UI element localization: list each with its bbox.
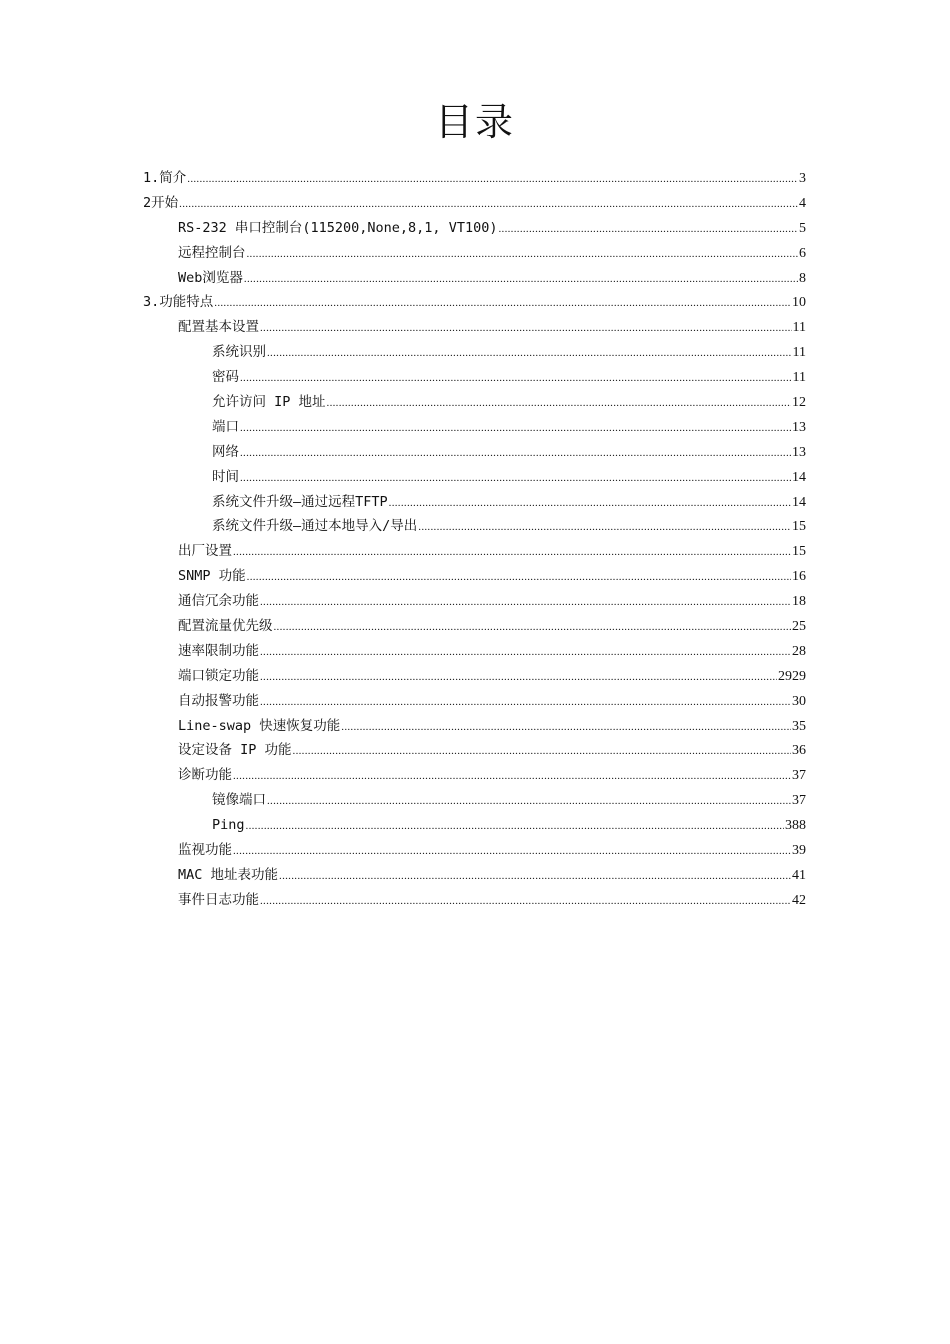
toc-dot-leader	[279, 866, 791, 886]
toc-entry[interactable]	[143, 840, 806, 865]
toc-entry-label: 允许访问 IP 地址	[212, 394, 326, 411]
toc-entry[interactable]	[143, 168, 806, 193]
toc-entry-label: 时间	[212, 468, 239, 485]
toc-dot-leader	[260, 592, 791, 612]
toc-dot-leader	[341, 717, 791, 737]
toc-entry-label: 密码	[212, 369, 239, 386]
toc-entry[interactable]	[143, 392, 806, 417]
toc-entry-page-number: 30	[792, 693, 806, 709]
toc-dot-leader	[244, 269, 798, 289]
toc-entry[interactable]	[143, 616, 806, 641]
toc-entry-page-number: 12	[792, 395, 806, 411]
toc-entry-page-number: 41	[792, 867, 806, 883]
toc-dot-leader	[267, 343, 792, 363]
toc-entry[interactable]	[143, 566, 806, 591]
toc-entry-label: 远程控制台	[178, 244, 246, 261]
toc-entry-label: 通信冗余功能	[178, 593, 259, 610]
toc-entry[interactable]	[143, 666, 806, 691]
toc-entry-page-number: 11	[792, 345, 806, 361]
toc-entry[interactable]	[143, 417, 806, 442]
toc-entry-label: 诊断功能	[178, 767, 232, 784]
toc-dot-leader	[240, 368, 792, 388]
toc-entry-page-number: 11	[792, 370, 806, 386]
toc-entry[interactable]	[143, 268, 806, 293]
toc-entry-page-number: 6	[799, 245, 806, 261]
toc-entry-page-number: 37	[792, 768, 806, 784]
toc-entry[interactable]	[143, 342, 806, 367]
toc-dot-leader	[389, 493, 791, 513]
toc-entry-page-number: 37	[792, 793, 806, 809]
toc-dot-leader	[233, 542, 791, 562]
toc-entry-page-number: 42	[792, 892, 806, 908]
toc-entry-page-number: 18	[792, 594, 806, 610]
toc-dot-leader	[240, 468, 791, 488]
toc-entry[interactable]	[143, 467, 806, 492]
toc-dot-leader	[247, 567, 791, 587]
toc-entry-label: 速率限制功能	[178, 642, 259, 659]
toc-entry-label: SNMP 功能	[178, 568, 246, 585]
toc-entry-label: 设定设备 IP 功能	[178, 742, 292, 759]
toc-entry-page-number: 35	[792, 718, 806, 734]
toc-entry[interactable]	[143, 541, 806, 566]
toc-entry-page-number: 15	[792, 519, 806, 535]
toc-entry[interactable]	[143, 641, 806, 666]
toc-dot-leader	[233, 841, 791, 861]
toc-entry[interactable]	[143, 218, 806, 243]
toc-entry-page-number: 11	[792, 320, 806, 336]
toc-entry[interactable]	[143, 516, 806, 541]
toc-entry-page-number: 8	[799, 270, 806, 286]
toc-entry[interactable]	[143, 865, 806, 890]
toc-entry[interactable]	[143, 790, 806, 815]
toc-dot-leader	[274, 617, 792, 637]
toc-entry-page-number: 4	[799, 195, 806, 211]
toc-dot-leader	[260, 318, 792, 338]
toc-entry[interactable]	[143, 815, 806, 840]
toc-dot-leader	[179, 194, 798, 214]
toc-dot-leader	[247, 244, 799, 264]
toc-entry[interactable]	[143, 292, 806, 317]
toc-entry-page-number: 2929	[778, 668, 806, 684]
toc-entry[interactable]	[143, 243, 806, 268]
toc-entry-page-number: 13	[792, 444, 806, 460]
toc-entry-label: 事件日志功能	[178, 891, 259, 908]
toc-dot-leader	[327, 393, 791, 413]
toc-dot-leader	[214, 293, 791, 313]
toc-entry[interactable]	[143, 591, 806, 616]
toc-entry-label: MAC 地址表功能	[178, 866, 279, 883]
toc-entry-label: 2开始	[143, 194, 179, 211]
toc-entry[interactable]	[143, 765, 806, 790]
toc-dot-leader	[240, 443, 791, 463]
toc-entry-page-number: 39	[792, 843, 806, 859]
toc-dot-leader	[418, 517, 791, 537]
toc-dot-leader	[267, 791, 791, 811]
page-title: 目录	[434, 100, 515, 144]
toc-entry-label: 自动报警功能	[178, 692, 259, 709]
toc-entry-page-number: 25	[792, 619, 806, 635]
toc-dot-leader	[293, 741, 791, 761]
toc-dot-leader	[246, 816, 784, 836]
toc-entry-page-number: 16	[792, 569, 806, 585]
toc-entry-label: 端口锁定功能	[178, 667, 259, 684]
toc-entry[interactable]	[143, 367, 806, 392]
toc-entry-label: Web浏览器	[178, 269, 243, 286]
toc-dot-leader	[187, 169, 798, 189]
toc-entry-label: RS-232 串口控制台(115200,None,8,1, VT100)	[178, 219, 498, 236]
toc-entry-page-number: 10	[792, 295, 806, 311]
toc-dot-leader	[260, 891, 791, 911]
toc-entry-page-number: 15	[792, 544, 806, 560]
toc-entry-page-number: 14	[792, 494, 806, 510]
toc-entry-label: 监视功能	[178, 842, 232, 859]
toc-entry-label: Ping	[212, 817, 245, 834]
toc-dot-leader	[240, 418, 791, 438]
toc-entry-label: 系统识别	[212, 344, 266, 361]
toc-entry-page-number: 5	[799, 220, 806, 236]
toc-entry[interactable]	[143, 317, 806, 342]
toc-entry-label: 端口	[212, 418, 239, 435]
toc-entry-page-number: 388	[785, 818, 806, 834]
toc-entry[interactable]	[143, 740, 806, 765]
toc-dot-leader	[260, 642, 791, 662]
toc-dot-leader	[498, 219, 798, 239]
toc-entry-page-number: 28	[792, 643, 806, 659]
toc-entry-page-number: 3	[799, 171, 806, 186]
toc-entry-label: 网络	[212, 443, 239, 460]
toc-dot-leader	[260, 667, 777, 687]
table-of-contents	[143, 168, 806, 915]
toc-entry-page-number: 14	[792, 469, 806, 485]
toc-entry-label: 系统文件升级—通过本地导入/导出	[212, 518, 418, 535]
toc-entry-page-number: 13	[792, 419, 806, 435]
toc-entry-label: 系统文件升级—通过远程TFTP	[212, 493, 388, 510]
toc-entry-label: 配置流量优先级	[178, 618, 273, 635]
toc-entry[interactable]	[143, 193, 806, 218]
toc-entry[interactable]	[143, 691, 806, 716]
toc-entry[interactable]	[143, 716, 806, 741]
toc-entry-label: 出厂设置	[178, 543, 232, 560]
toc-dot-leader	[233, 766, 791, 786]
toc-entry-label: 配置基本设置	[178, 319, 259, 336]
toc-entry[interactable]	[143, 442, 806, 467]
toc-entry-label: Line-swap 快速恢复功能	[178, 717, 341, 734]
toc-entry-page-number: 36	[792, 743, 806, 759]
toc-entry[interactable]	[143, 492, 806, 517]
toc-entry-label: 镜像端口	[212, 792, 266, 809]
toc-entry[interactable]	[143, 890, 806, 915]
toc-dot-leader	[260, 692, 791, 712]
toc-entry-label: 3.功能特点	[143, 294, 214, 311]
toc-entry-label: 1.简介	[143, 170, 187, 186]
